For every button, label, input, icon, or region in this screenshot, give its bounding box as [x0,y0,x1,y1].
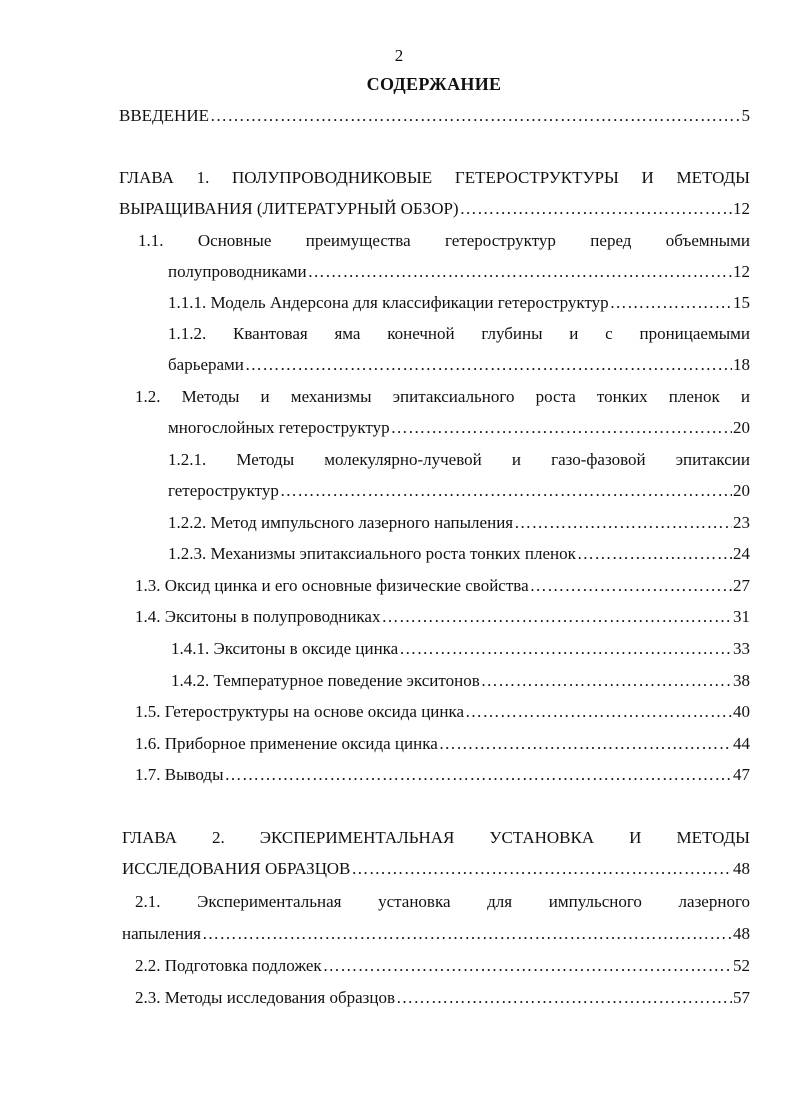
toc-entry-text: ВВЕДЕНИЕ [119,106,209,125]
dot-leader [308,260,732,284]
toc-entry-text: 1.2.3. Механизмы эпитаксиального роста тонких пленок [168,544,576,563]
toc-page-number: 52 [733,956,750,975]
dot-leader [280,479,732,503]
toc-page-number: 47 [733,765,750,784]
toc-section-1-5[interactable] [135,700,750,724]
toc-section-1-6[interactable] [135,732,750,756]
toc-page-number: 15 [733,293,750,312]
toc-entry-intro[interactable] [119,104,750,128]
toc-entry-text: ВЫРАЩИВАНИЯ (ЛИТЕРАТУРНЫЙ ОБЗОР) [119,199,459,218]
toc-section-1-2-1-line1[interactable]: 1.2.1. Методы молекулярно-лучевой и газо-фазовой эпитаксии [168,450,750,469]
toc-section-1-2-2[interactable] [168,511,750,535]
dot-leader [210,104,741,128]
dot-leader [396,986,732,1010]
toc-chapter-1-line2[interactable] [119,197,750,221]
toc-section-1-4-1[interactable] [171,637,750,661]
toc-entry-text: 2.2. Подготовка подложек [135,956,322,975]
dot-leader [351,857,732,881]
toc-entry-text: 1.7. Выводы [135,765,224,784]
toc-page-number: 57 [733,988,750,1007]
toc-entry-text: 1.1.1. Модель Андерсона для классификации гетероструктур [168,293,609,312]
toc-section-1-1-1[interactable] [168,291,750,315]
page-number: 2 [394,46,404,65]
toc-page-number: 12 [733,262,750,281]
toc-page-number: 12 [733,199,750,218]
toc-section-2-2[interactable] [135,954,750,978]
dot-leader [381,605,732,629]
toc-entry-text: барьерами [168,355,244,374]
toc-entry-text: 1.4.2. Температурное поведение экситонов [171,671,480,690]
toc-entry-text: 1.2.2. Метод импульсного лазерного напыления [168,513,514,532]
toc-entry-text: напыления [122,924,201,943]
dot-leader [514,511,732,535]
toc-section-2-3[interactable] [135,986,750,1010]
dot-leader [399,637,732,661]
toc-page-number: 38 [733,671,750,690]
dot-leader [465,700,732,724]
toc-section-1-4-2[interactable] [171,669,750,693]
dot-leader [391,416,732,440]
toc-entry-text: 1.4.1. Экситоны в оксиде цинка [171,639,399,658]
toc-entry-text: ИССЛЕДОВАНИЯ ОБРАЗЦОВ [122,859,351,878]
toc-page-number: 27 [733,576,750,595]
dot-leader [202,922,732,946]
toc-page-number: 44 [733,734,750,753]
toc-page-number: 24 [733,544,750,563]
toc-section-1-2-line1[interactable]: 1.2. Методы и механизмы эпитаксиального роста тонких пленок и [135,387,750,406]
toc-page-number: 20 [733,481,750,500]
toc-section-1-1-2-line2[interactable] [168,353,750,377]
toc-entry-text: 1.3. Оксид цинка и его основные физические свойства [135,576,529,595]
toc-chapter-1-line1[interactable]: ГЛАВА 1. ПОЛУПРОВОДНИКОВЫЕ ГЕТЕРОСТРУКТУРЫ И МЕТОДЫ [119,168,750,187]
toc-entry-text: 2.3. Методы исследования образцов [135,988,396,1007]
dot-leader [245,353,732,377]
toc-page-number: 18 [733,355,750,374]
toc-entry-text: 1.5. Гетероструктуры на основе оксида цинка [135,702,465,721]
toc-page-number: 20 [733,418,750,437]
dot-leader [460,197,732,221]
toc-chapter-2-line2[interactable] [122,857,750,881]
dot-leader [610,291,732,315]
toc-section-1-2-3[interactable] [168,542,750,566]
dot-leader [439,732,732,756]
toc-page-number: 31 [733,607,750,626]
toc-entry-text: 1.6. Приборное применение оксида цинка [135,734,438,753]
toc-section-1-1-line1[interactable]: 1.1. Основные преимущества гетероструктур перед объемными [138,231,750,250]
toc-section-1-7[interactable] [135,763,750,787]
toc-chapter-2-line1[interactable]: ГЛАВА 2. ЭКСПЕРИМЕНТАЛЬНАЯ УСТАНОВКА И МЕТОДЫ [122,828,750,847]
toc-page-number: 48 [733,924,750,943]
dot-leader [225,763,732,787]
toc-section-2-1-line1[interactable]: 2.1. Экспериментальная установка для импульсного лазерного [135,892,750,911]
toc-entry-text: гетероструктур [168,481,279,500]
dot-leader [481,669,732,693]
toc-entry-text: многослойных гетероструктур [168,418,390,437]
toc-section-1-1-2-line1[interactable]: 1.1.2. Квантовая яма конечной глубины и с проницаемыми [168,324,750,343]
toc-page-number: 40 [733,702,750,721]
toc-section-1-4[interactable] [135,605,750,629]
dot-leader [530,574,732,598]
dot-leader [577,542,732,566]
toc-entry-text: полупроводниками [168,262,307,281]
toc-section-1-3[interactable] [135,574,750,598]
toc-section-1-2-line2[interactable] [168,416,750,440]
toc-page-number: 23 [733,513,750,532]
toc-entry-text: 1.4. Экситоны в полупроводниках [135,607,381,626]
toc-page-number: 33 [733,639,750,658]
page-title: СОДЕРЖАНИЕ [366,74,502,94]
toc-page-number: 5 [741,106,750,125]
toc-page-number: 48 [733,859,750,878]
dot-leader [323,954,732,978]
toc-section-2-1-line2[interactable] [122,922,750,946]
toc-section-1-1-line2[interactable] [168,260,750,284]
toc-section-1-2-1-line2[interactable] [168,479,750,503]
